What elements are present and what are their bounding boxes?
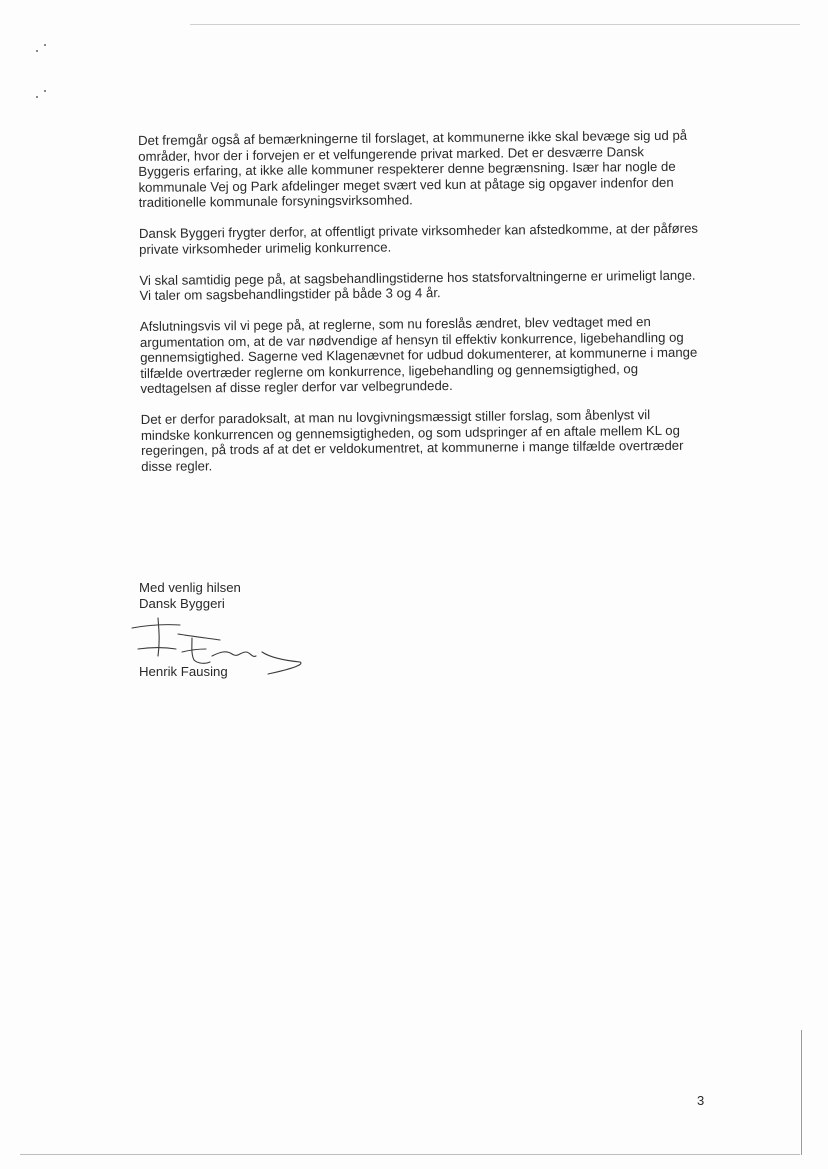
- paragraph-conclusion: Afslutningsvis vil vi pege på, at reglerne, som nu foreslås ændret, blev vedtaget med en argumentation om, at de var nødvendige af hensyn til effektiv konkurrence, ligebehandling og gennemsigtighed. Sagerne ved Klagenævnet for udbud dokumenterer, at kommunerne i mange tilfælde overtræder reglerne om konkurrence, ligebehandling og gennemsigtighed, og vedtagelsen af disse regler derfor var velbegrundede.: [139, 314, 698, 396]
- right-scan-edge: [801, 1030, 802, 1155]
- paragraph-paradox: Det er derfor paradoksalt, at man nu lovgivningsmæssigt stiller forslag, som åbenlyst vil mindske konkurrencen og gennemsigtigheden, og som udspringer af en aftale mellem KL og regeringen, på trods af at det er veldokumentret, at kommunerne i mange tilfælde overtræder disse regler.: [140, 407, 684, 474]
- paragraph-market: Det fremgår også af bemærkningerne til forslaget, at kommunerne ikke skal bevæge sig ud på områder, hvor der i forvejen er et velfungerende privat marked. Det er desværre Dansk Byggeris erfaring, at ikke alle kommuner respekterer denne begrænsning. Især har nogle de kommunale Vej og Park afdelinger meget svært ved kun at påtage sig opgaver indenfor den traditionelle kommunale forsyningsvirksomhed.: [138, 127, 688, 210]
- organization-name: Dansk Byggeri: [139, 596, 225, 611]
- bottom-scan-rule: [20, 1154, 800, 1155]
- closing-block: [139, 580, 241, 612]
- scan-speck: [36, 50, 38, 52]
- signer-name: Henrik Fausing: [139, 664, 228, 679]
- scan-speck: [36, 96, 38, 98]
- closing-greeting: Med venlig hilsen: [139, 580, 241, 595]
- letter-body: [138, 128, 701, 490]
- paragraph-competition: Dansk Byggeri frygter derfor, at offentligt private virksomheder kan afstedkomme, at der påføres private virksomheder urimelig konkurrence.: [138, 220, 699, 257]
- scan-speck: [44, 90, 46, 92]
- top-scan-rule: [190, 24, 800, 25]
- page-number: 3: [697, 1093, 705, 1108]
- scan-speck: [44, 44, 46, 46]
- paragraph-processing-times: Vi skal samtidig pege på, at sagsbehandlingstiderne hos statsforvaltningerne er urimeligt lange. Vi taler om sagsbehandlingstider på både 3 og 4 år.: [139, 267, 696, 303]
